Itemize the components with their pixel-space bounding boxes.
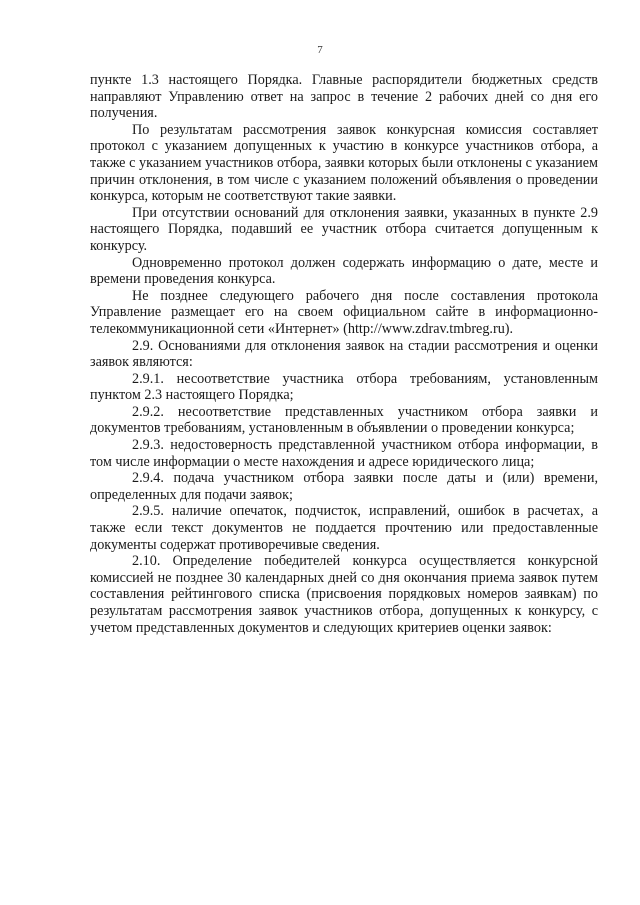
body-text [90, 72, 598, 636]
clause-2-9-1: 2.9.1. несоответствие участника отбора требованиям, установленным пунктом 2.3 настоящего Порядка; [90, 370, 598, 404]
clause-2-9-2: 2.9.2. несоответствие представленных участником отбора заявки и документов требованиям, установленным в объявлении о проведении конкурса; [90, 403, 598, 437]
clause-2-9: 2.9. Основаниями для отклонения заявок на стадии рассмотрения и оценки заявок являются: [90, 337, 598, 371]
paragraph-admission: При отсутствии оснований для отклонения заявки, указанных в пункте 2.9 настоящего Порядка, подавший ее участник отбора считается допущенным к конкурсу. [90, 204, 598, 254]
clause-2-9-5: 2.9.5. наличие опечаток, подчисток, исправлений, ошибок в расчетах, а также если текст документов не поддается прочтению или предоставленные документы содержат противоречивые сведения. [90, 503, 598, 553]
clause-2-9-3: 2.9.3. недостоверность представленной участником отбора информации, в том числе информации о месте нахождения и адресе юридического лица; [90, 437, 598, 470]
paragraph-publication: Не позднее следующего рабочего дня после составления протокола Управление размещает его на своем официальном сайте в информационно-телекоммуникационной сети «Интернет» (http://www.zdrav.tmbreg.ru). [90, 287, 598, 337]
clause-2-10: 2.10. Определение победителей конкурса осуществляется конкурсной комиссией не позднее 30 календарных дней со дня окончания приема заявок путем составления рейтингового списка (присвоения порядковых номеров заявкам) по результатам рассмотрения заявок участников отбора, допущенных к конкурсу, с учетом представленных документов и следующих критериев оценки заявок: [90, 553, 598, 636]
page-number: 7 [317, 44, 323, 56]
paragraph-protocol: По результатам рассмотрения заявок конкурсная комиссия составляет протокол с указанием допущенных к участию в конкурсе участников отбора, а также с указанием участников отбора, заявки которых были отклонены с указанием причин отклонения, в том числе с указанием положений объявления о проведении конкурса, которым не соответствуют такие заявки. [90, 121, 598, 205]
paragraph-protocol-info: Одновременно протокол должен содержать информацию о дате, месте и времени проведения конкурса. [90, 254, 598, 288]
clause-2-9-4: 2.9.4. подача участником отбора заявки после даты и (или) времени, определенных для подачи заявок; [90, 470, 598, 503]
paragraph-continuation: пункте 1.3 настоящего Порядка. Главные распорядители бюджетных средств направляют Управлению ответ на запрос в течение 2 рабочих дней со дня его получения. [90, 72, 598, 122]
